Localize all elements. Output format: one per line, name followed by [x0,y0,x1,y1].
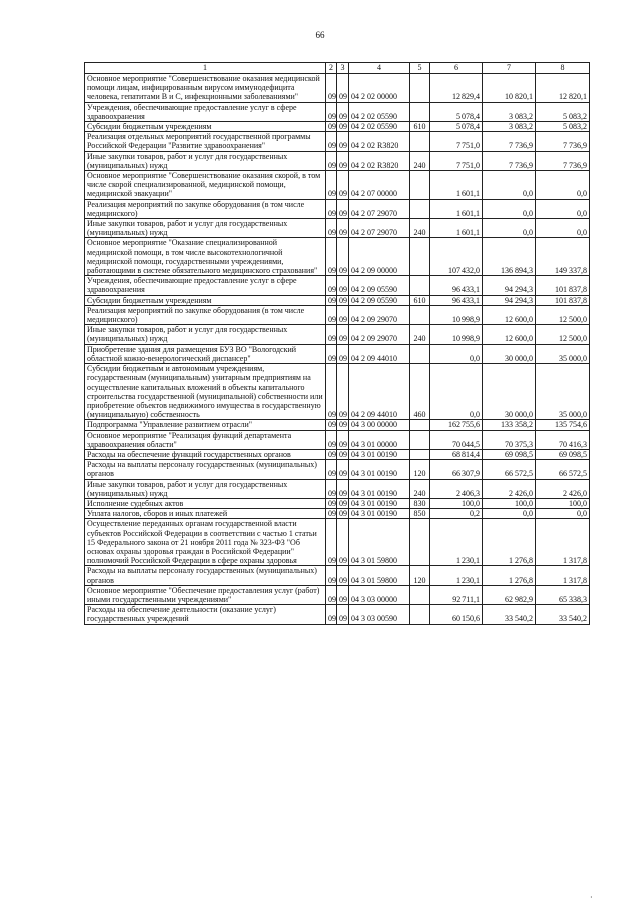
amount-col6-cell: 0,0 [430,364,483,420]
amount-col8-cell: 12 500,0 [536,325,590,344]
table-row [85,460,590,479]
subsection-cell: 09 [337,430,349,449]
amount-col6-cell: 0,0 [430,344,483,363]
table-row [85,132,590,151]
target-article-cell: 04 3 01 59800 [349,519,410,566]
amount-col8-cell: 1 317,8 [536,566,590,585]
target-article-cell: 04 3 01 59800 [349,566,410,585]
table-row [85,325,590,344]
subsection-cell: 09 [337,238,349,276]
subsection-cell: 09 [337,460,349,479]
column-header-1: 1 [85,63,326,74]
amount-col7-cell: 100,0 [483,498,536,508]
section-cell: 09 [326,509,337,519]
subsection-cell: 09 [337,509,349,519]
amount-col6-cell: 7 751,0 [430,151,483,170]
amount-col7-cell: 0,0 [483,219,536,238]
target-article-cell: 04 2 02 R3820 [349,151,410,170]
amount-col6-cell: 2 406,3 [430,479,483,498]
target-article-cell: 04 3 03 00590 [349,605,410,624]
amount-col8-cell: 0,0 [536,171,590,200]
expense-type-cell: 610 [410,295,430,305]
amount-col8-cell: 69 098,5 [536,449,590,459]
target-article-cell: 04 2 02 05590 [349,122,410,132]
name-cell: Основное мероприятие "Реализация функций департамента здравоохранения области" [85,430,326,449]
subsection-cell: 09 [337,151,349,170]
name-cell: Субсидии бюджетным учреждениям [85,122,326,132]
table-row [85,566,590,585]
expense-type-cell [410,519,430,566]
table-row [85,219,590,238]
column-header-2: 2 [326,63,337,74]
amount-col6-cell: 1 230,1 [430,519,483,566]
name-cell: Реализация мероприятий по закупке оборудования (в том числе медицинского) [85,199,326,218]
column-header-6: 6 [430,63,483,74]
amount-col6-cell: 1 230,1 [430,566,483,585]
table-row [85,276,590,295]
target-article-cell: 04 2 02 00000 [349,74,410,103]
amount-col6-cell: 1 601,1 [430,219,483,238]
expense-type-cell [410,238,430,276]
amount-col8-cell: 0,0 [536,509,590,519]
page-number: 66 [315,30,325,40]
amount-col8-cell: 0,0 [536,219,590,238]
subsection-cell: 09 [337,305,349,324]
name-cell: Расходы на выплаты персоналу государственных (муниципальных) органов [85,460,326,479]
amount-col8-cell: 1 317,8 [536,519,590,566]
target-article-cell: 04 2 02 05590 [349,102,410,121]
amount-col7-cell: 66 572,5 [483,460,536,479]
amount-col6-cell: 70 044,5 [430,430,483,449]
column-header-5: 5 [410,63,430,74]
amount-col7-cell: 1 276,8 [483,519,536,566]
section-cell: 09 [326,102,337,121]
amount-col7-cell: 0,0 [483,509,536,519]
name-cell: Расходы на выплаты персоналу государственных (муниципальных) органов [85,566,326,585]
table-row [85,449,590,459]
amount-col8-cell: 66 572,5 [536,460,590,479]
name-cell: Учреждения, обеспечивающие предоставление услуг в сфере здравоохранения [85,102,326,121]
target-article-cell: 04 2 09 44010 [349,364,410,420]
amount-col8-cell: 35 000,0 [536,344,590,363]
section-cell: 09 [326,295,337,305]
section-cell: 09 [326,132,337,151]
expense-type-cell: 850 [410,509,430,519]
section-cell: 09 [326,344,337,363]
budget-table [84,62,590,625]
subsection-cell: 09 [337,132,349,151]
expense-type-cell [410,171,430,200]
subsection-cell: 09 [337,498,349,508]
target-article-cell: 04 2 09 29070 [349,325,410,344]
amount-col8-cell: 33 540,2 [536,605,590,624]
target-article-cell: 04 3 01 00000 [349,430,410,449]
subsection-cell: 09 [337,566,349,585]
name-cell: Осуществление переданных органам государственной власти субъектов Российской Федерации в соответствии с частью 1 статьи 15 Федерального закона от 21 ноября 2011 года № 323-ФЗ "Об основах охраны здоровья граждан в Российской Федерации" полномочий Российской Федерации в сфере охраны здоровья [85,519,326,566]
amount-col7-cell: 7 736,9 [483,132,536,151]
name-cell: Расходы на обеспечение деятельности (оказание услуг) государственных учреждений [85,605,326,624]
amount-col7-cell: 33 540,2 [483,605,536,624]
target-article-cell: 04 3 01 00190 [349,479,410,498]
section-cell: 09 [326,364,337,420]
amount-col7-cell: 30 000,0 [483,364,536,420]
amount-col7-cell: 3 083,2 [483,122,536,132]
section-cell: 09 [326,238,337,276]
amount-col7-cell: 62 982,9 [483,585,536,604]
amount-col8-cell: 101 837,8 [536,295,590,305]
table-row [85,364,590,420]
target-article-cell: 04 2 02 R3820 [349,132,410,151]
table-row [85,420,590,430]
amount-col6-cell: 10 998,9 [430,325,483,344]
name-cell: Основное мероприятие "Совершенствование оказания медицинской помощи лицам, инфицированным вирусом иммунодефицита человека, гепатитами В и С, инфекционными заболеваниями" [85,74,326,103]
name-cell: Иные закупки товаров, работ и услуг для государственных (муниципальных) нужд [85,479,326,498]
subsection-cell: 09 [337,219,349,238]
expense-type-cell [410,276,430,295]
section-cell: 09 [326,325,337,344]
name-cell: Иные закупки товаров, работ и услуг для государственных (муниципальных) нужд [85,325,326,344]
subsection-cell: 09 [337,344,349,363]
amount-col7-cell: 0,0 [483,171,536,200]
subsection-cell: 09 [337,295,349,305]
target-article-cell: 04 3 01 00190 [349,449,410,459]
section-cell: 09 [326,585,337,604]
table-row [85,171,590,200]
table-row [85,344,590,363]
table-row [85,305,590,324]
column-header-7: 7 [483,63,536,74]
amount-col6-cell: 7 751,0 [430,132,483,151]
amount-col6-cell: 96 433,1 [430,276,483,295]
amount-col7-cell: 30 000,0 [483,344,536,363]
target-article-cell: 04 2 07 00000 [349,171,410,200]
subsection-cell: 09 [337,420,349,430]
target-article-cell: 04 2 09 05590 [349,276,410,295]
target-article-cell: 04 2 09 44010 [349,344,410,363]
expense-type-cell: 120 [410,460,430,479]
name-cell: Подпрограмма "Управление развитием отрасли" [85,420,326,430]
table-row [85,498,590,508]
amount-col8-cell: 2 426,0 [536,479,590,498]
section-cell: 09 [326,305,337,324]
amount-col8-cell: 7 736,9 [536,151,590,170]
subsection-cell: 09 [337,519,349,566]
amount-col8-cell: 100,0 [536,498,590,508]
amount-col6-cell: 60 150,6 [430,605,483,624]
subsection-cell: 09 [337,449,349,459]
table-row [85,605,590,624]
amount-col6-cell: 107 432,0 [430,238,483,276]
table-row [85,238,590,276]
amount-col6-cell: 92 711,1 [430,585,483,604]
amount-col7-cell: 12 600,0 [483,305,536,324]
expense-type-cell: 460 [410,364,430,420]
amount-col7-cell: 12 600,0 [483,325,536,344]
target-article-cell: 04 3 01 00190 [349,498,410,508]
amount-col8-cell: 12 500,0 [536,305,590,324]
amount-col6-cell: 5 078,4 [430,122,483,132]
target-article-cell: 04 2 07 29070 [349,219,410,238]
name-cell: Исполнение судебных актов [85,498,326,508]
target-article-cell: 04 2 07 29070 [349,199,410,218]
amount-col7-cell: 136 894,3 [483,238,536,276]
name-cell: Основное мероприятие "Обеспечение предоставления услуг (работ) иными государственными учреждениями" [85,585,326,604]
subsection-cell: 09 [337,122,349,132]
amount-col8-cell: 5 083,2 [536,122,590,132]
amount-col8-cell: 12 820,1 [536,74,590,103]
amount-col6-cell: 66 307,9 [430,460,483,479]
target-article-cell: 04 3 00 00000 [349,420,410,430]
amount-col6-cell: 96 433,1 [430,295,483,305]
table-row [85,122,590,132]
amount-col6-cell: 1 601,1 [430,199,483,218]
amount-col6-cell: 162 755,6 [430,420,483,430]
name-cell: Субсидии бюджетным и автономным учреждениям, государственным (муниципальным) унитарным предприятиям на осуществление капитальных вложений в объекты капитального строительства государственной (муниципальной) собственности или приобретение объектов недвижимого имущества в государственную (муниципальную) собственность [85,364,326,420]
amount-col7-cell: 10 820,1 [483,74,536,103]
expense-type-cell [410,430,430,449]
name-cell: Расходы на обеспечение функций государственных органов [85,449,326,459]
section-cell: 09 [326,460,337,479]
expense-type-cell: 240 [410,151,430,170]
subsection-cell: 09 [337,325,349,344]
expense-type-cell: 240 [410,219,430,238]
target-article-cell: 04 2 09 00000 [349,238,410,276]
table-row [85,479,590,498]
expense-type-cell [410,74,430,103]
subsection-cell: 09 [337,276,349,295]
amount-col6-cell: 0,2 [430,509,483,519]
amount-col8-cell: 65 338,3 [536,585,590,604]
name-cell: Основное мероприятие "Оказание специализированной медицинской помощи, в том числе высокотехнологичной медицинской помощи, государственными учреждениями, работающими в системе обязательного медицинского страхования" [85,238,326,276]
section-cell: 09 [326,151,337,170]
expense-type-cell [410,102,430,121]
amount-col8-cell: 35 000,0 [536,364,590,420]
name-cell: Реализация отдельных мероприятий государственной программы Российской Федерации "Развитие здравоохранения" [85,132,326,151]
amount-col8-cell: 149 337,8 [536,238,590,276]
target-article-cell: 04 3 03 00000 [349,585,410,604]
table-row [85,430,590,449]
amount-col6-cell: 5 078,4 [430,102,483,121]
section-cell: 09 [326,199,337,218]
amount-col7-cell: 3 083,2 [483,102,536,121]
section-cell: 09 [326,74,337,103]
amount-col8-cell: 7 736,9 [536,132,590,151]
section-cell: 09 [326,519,337,566]
subsection-cell: 09 [337,479,349,498]
table-row [85,151,590,170]
expense-type-cell: 240 [410,325,430,344]
section-cell: 09 [326,219,337,238]
amount-col8-cell: 101 837,8 [536,276,590,295]
expense-type-cell [410,585,430,604]
amount-col7-cell: 2 426,0 [483,479,536,498]
section-cell: 09 [326,420,337,430]
name-cell: Иные закупки товаров, работ и услуг для государственных (муниципальных) нужд [85,151,326,170]
amount-col7-cell: 94 294,3 [483,276,536,295]
table-body [85,74,590,625]
table-row [85,509,590,519]
subsection-cell: 09 [337,199,349,218]
name-cell: Реализация мероприятий по закупке оборудования (в том числе медицинского) [85,305,326,324]
name-cell: Приобретение здания для размещения БУЗ ВО "Вологодский областной кожно-венерологический диспансер" [85,344,326,363]
edge-mark: · [590,893,593,902]
amount-col7-cell: 0,0 [483,199,536,218]
expense-type-cell: 610 [410,122,430,132]
expense-type-cell: 120 [410,566,430,585]
table-row [85,519,590,566]
expense-type-cell [410,199,430,218]
amount-col8-cell: 5 083,2 [536,102,590,121]
expense-type-cell [410,605,430,624]
section-cell: 09 [326,479,337,498]
expense-type-cell [410,344,430,363]
column-header-3: 3 [337,63,349,74]
amount-col8-cell: 135 754,6 [536,420,590,430]
section-cell: 09 [326,449,337,459]
target-article-cell: 04 3 01 00190 [349,460,410,479]
table-row [85,199,590,218]
amount-col6-cell: 1 601,1 [430,171,483,200]
column-header-8: 8 [536,63,590,74]
section-cell: 09 [326,430,337,449]
table-header-row [85,63,590,74]
name-cell: Иные закупки товаров, работ и услуг для государственных (муниципальных) нужд [85,219,326,238]
table-row [85,295,590,305]
target-article-cell: 04 3 01 00190 [349,509,410,519]
section-cell: 09 [326,605,337,624]
name-cell: Учреждения, обеспечивающие предоставление услуг в сфере здравоохранения [85,276,326,295]
expense-type-cell [410,132,430,151]
expense-type-cell [410,305,430,324]
subsection-cell: 09 [337,171,349,200]
amount-col6-cell: 100,0 [430,498,483,508]
amount-col7-cell: 70 375,3 [483,430,536,449]
subsection-cell: 09 [337,364,349,420]
section-cell: 09 [326,276,337,295]
name-cell: Основное мероприятие "Совершенствование оказания скорой, в том числе скорой специализированной, медицинской помощи, медицинской эвакуации" [85,171,326,200]
amount-col7-cell: 133 358,2 [483,420,536,430]
amount-col7-cell: 69 098,5 [483,449,536,459]
section-cell: 09 [326,566,337,585]
subsection-cell: 09 [337,74,349,103]
expense-type-cell [410,449,430,459]
amount-col8-cell: 70 416,3 [536,430,590,449]
name-cell: Субсидии бюджетным учреждениям [85,295,326,305]
amount-col6-cell: 10 998,9 [430,305,483,324]
expense-type-cell: 240 [410,479,430,498]
section-cell: 09 [326,122,337,132]
section-cell: 09 [326,171,337,200]
section-cell: 09 [326,498,337,508]
subsection-cell: 09 [337,585,349,604]
expense-type-cell: 830 [410,498,430,508]
table-row [85,74,590,103]
amount-col7-cell: 1 276,8 [483,566,536,585]
amount-col6-cell: 68 814,4 [430,449,483,459]
subsection-cell: 09 [337,605,349,624]
amount-col7-cell: 94 294,3 [483,295,536,305]
subsection-cell: 09 [337,102,349,121]
amount-col8-cell: 0,0 [536,199,590,218]
table-row [85,102,590,121]
amount-col7-cell: 7 736,9 [483,151,536,170]
target-article-cell: 04 2 09 29070 [349,305,410,324]
expense-type-cell [410,420,430,430]
target-article-cell: 04 2 09 05590 [349,295,410,305]
table-row [85,585,590,604]
name-cell: Уплата налогов, сборов и иных платежей [85,509,326,519]
column-header-4: 4 [349,63,410,74]
amount-col6-cell: 12 829,4 [430,74,483,103]
